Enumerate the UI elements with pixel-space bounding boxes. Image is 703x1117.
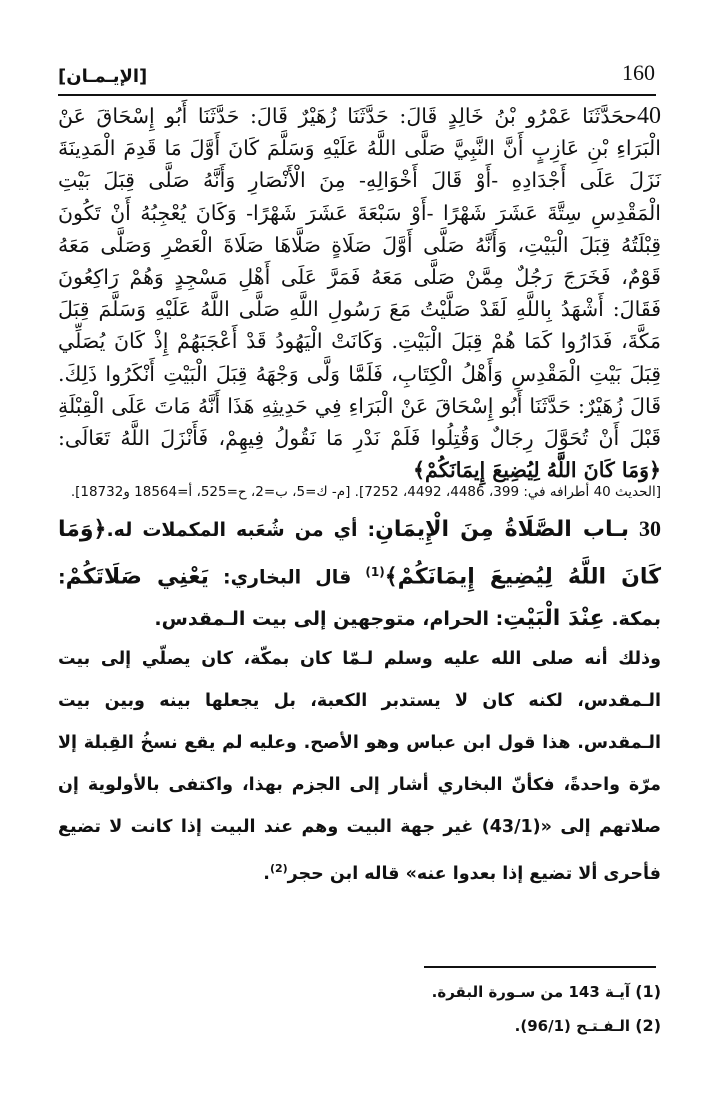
bab-text-c: : الحرام، متوجهين إلى بيت الـمقدس. [154, 608, 504, 631]
bab-phrase-2: عِنْدَ الْبَيْتِ [503, 606, 605, 632]
footnote-text: الـفـتـح (96/1). [514, 1017, 630, 1035]
hadith-body: حَدَّثَنَا عَمْرُو بْنُ خَالِدٍ قَالَ: حَدَّثَنَا زُهَيْرٌ قَالَ: حَدَّثَنَا أَبُو إِسْحَاقَ عَنْ الْبَرَاءِ بْنِ عَازِبٍ أَنَّ النَّبِيَّ صَلَّى اللَّهُ عَلَيْهِ وَسَلَّمَ كَانَ أَوَّلَ مَا قَدِمَ الْمَدِينَةَ نَزَلَ عَلَى أَجْدَادِهِ -أَوْ قَالَ أَخْوَالِهِ- مِنَ الْأَنْصَارِ وَأَنَّهُ صَلَّى قِبَلَ بَيْتِ الْمَقْدِسِ سِتَّةَ عَشَرَ شَهْرًا -أَوْ سَبْعَةَ عَشَرَ شَهْرًا- وَكَانَ يُعْجِبُهُ أَنْ تَكُونَ قِبْلَتُهُ قِبَلَ الْبَيْتِ، وَأَنَّهُ صَلَّى أَوَّلَ صَلَاةٍ صَلَّاهَا صَلَاةَ الْعَصْرِ وَصَلَّى مَعَهُ قَوْمٌ، فَخَرَجَ رَجُلٌ مِمَّنْ صَلَّى مَعَهُ فَمَرَّ عَلَى أَهْلِ مَسْجِدٍ وَهُمْ رَاكِعُونَ فَقَالَ: أَشْهَدُ بِاللَّهِ لَقَدْ صَلَّيْتُ مَعَ رَسُولِ اللَّهِ صَلَّى اللَّهُ عَلَيْهِ وَسَلَّمَ قِبَلَ مَكَّةَ، فَدَارُوا كَمَا هُمْ قِبَلَ الْبَيْتِ. وَكَانَتْ الْيَهُودُ قَدْ أَعْجَبَهُمْ إِذْ كَانَ يُصَلِّي قِبَلَ بَيْتِ الْمَقْدِسِ وَأَهْلُ الْكِتَابِ، فَلَمَّا وَلَّى وَجْهَهُ قِبَلَ الْبَيْتِ أَنْكَرُوا ذَلِكَ. قَالَ زُهَيْرٌ: حَدَّثَنَا أَبُو إِسْحَاقَ عَنْ الْبَرَاءِ فِي حَدِيثِهِ هَذَا أَنَّهُ مَاتَ عَلَى الْقِبْلَةِ قَبْلَ أَنْ تُحَوَّلَ رِجَالٌ وَقُتِلُوا فَلَمْ نَدْرِ مَا نَقُولُ فِيهِمْ، فَأَنْزَلَ اللَّهُ تَعَالَى: [58, 104, 661, 451]
footnote-2 [58, 1009, 661, 1043]
commentary-paragraph: وذلك أنه صلى الله عليه وسلم لـمّا كان بمكّة، كان يصلّي إلى بيت الـمقدس، لكنه كان لا يستدبر الكعبة، بل يجعلها بينه وبين بيت الـمقدس. هذا قول ابن عباس وهو الأصح. وعليه لم يقع نسخُ القِبلة إلا مرّة واحدةً، فكأنّ البخاري أشار إلى الجزم بهذا، واكتفى بالأولوية إن صلاتهم إلى «(43/1) غير جهة البيت وهم عند البيت إذا كانت لا تضيع فأحرى ألا تضيع إذا بعدوا عنه» قاله ابن حجر$^{(2)}$. [58, 649, 661, 884]
quran-verse: ﴿وَمَا كَانَ اللَّهُ لِيُضِيعَ إِيمَانَكُمْ﴾ [413, 458, 661, 483]
bab-text-b: : بمكة. [58, 566, 661, 631]
commentary-text: وذلك أنه صلى الله عليه وسلم لـمّا كان بمكّة، كان يصلّي إلى بيت الـمقدس، لكنه كان لا يستدبر الكعبة، بل يجعلها بينه وبين بيت الـمقدس. هذا قول ابن عباس وهو الأصح. وعليه لم يقع نسخُ القِبلة إلا مرّة واحدةً، فكأنّ البخاري أشار إلى الجزم بهذا، واكتفى بالأولوية إن صلاتهم إلى «(43/1) غير جهة البيت وهم عند البيت إذا كانت لا تضيع فأحرى ألا تضيع إذا بعدوا عنه» قاله ابن حجر [58, 649, 661, 884]
page-number: 160 [622, 60, 655, 85]
bab-number: 30 [639, 516, 661, 541]
footnote-ref-2: (2) [269, 862, 288, 875]
hadith-number: 40 [637, 103, 661, 129]
footnote-rule [424, 966, 656, 968]
hadith-text [58, 100, 661, 486]
bab-phrase-1: يَعْنِي صَلَاتَكُمْ [65, 564, 209, 590]
header-rule [58, 94, 656, 96]
footnote-text: آيـة 143 من سـورة البقرة. [431, 983, 630, 1001]
bab-explanation: : أي من شُعَبه المكملات له. [106, 519, 376, 541]
footnote-ref-1: (1) [365, 565, 385, 579]
bab-text-a: قال البخاري: [208, 566, 366, 589]
footnote-marker: (2) [635, 1016, 661, 1035]
hadith-number-mark: ح [624, 104, 637, 128]
running-head: [الإيـمـان] [58, 66, 148, 87]
hadith-references: [الحديث 40 أطرافه في: 399، 4486، 4492، 7252]. [م- ك=5، ب=2، ح=525، أ=18564 و18732]. [70, 484, 661, 500]
footnote-1 [58, 975, 661, 1009]
bab-quran-quote: ﴿وَمَا كَانَ اللَّهُ لِيُضِيعَ إِيمَانَكُمْ﴾ [58, 517, 661, 590]
bab-title: بـاب الصَّلَاةُ مِنَ الْإِيمَانِ [375, 517, 629, 542]
footnote-marker: (1) [635, 982, 661, 1001]
footnotes [58, 975, 661, 1043]
bab-heading [58, 508, 661, 640]
